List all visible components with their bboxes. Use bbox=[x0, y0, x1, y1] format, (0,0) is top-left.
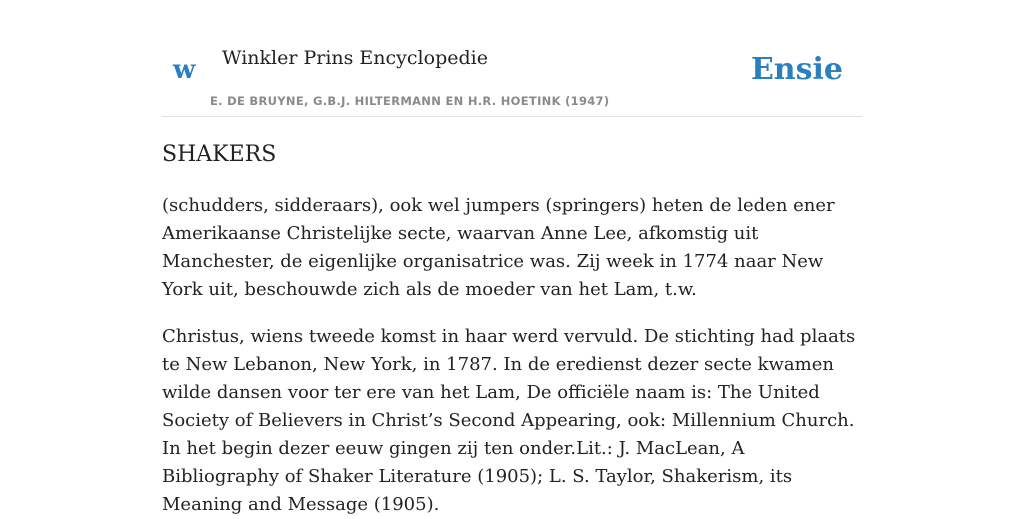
article bbox=[162, 140, 862, 519]
article-paragraph: (schudders, sidderaars), ook wel jumpers (springers) heten de leden ener Amerikaanse Christelijke secte, waarvan Anne Lee, afkomstig uit Manchester, de eigenlijke organisatrice was. Zij week in 1774 naar New York uit, beschouwde zich als de moeder van het Lam, t.w. bbox=[162, 195, 835, 300]
article-paragraph: Christus, wiens tweede komst in haar werd vervuld. De stichting had plaats te New Lebanon, New York, in 1787. In de eredienst dezer secte kwamen wilde dansen voor ter ere van het Lam, De officiële naam is: The United Society of Believers in Christ’s Second Appearing, ook: Millennium Church. In het begin dezer eeuw gingen zij ten onder.Lit.: J. MacLean, A Bibliography of Shaker Literature (1905); L. S. Taylor, Shakerism, its Meaning and Message (1905). bbox=[162, 326, 856, 515]
logo-icon[interactable]: w bbox=[173, 55, 196, 85]
encyclopedia-title[interactable]: Winkler Prins Encyclopedie bbox=[222, 47, 488, 69]
entry-title: SHAKERS bbox=[162, 142, 277, 167]
site-header bbox=[162, 0, 862, 117]
ensie-logo[interactable]: Ensie bbox=[750, 52, 843, 87]
encyclopedia-byline: E. DE BRUYNE, G.B.J. HILTERMANN EN H.R. HOETINK (1947) bbox=[210, 94, 610, 108]
